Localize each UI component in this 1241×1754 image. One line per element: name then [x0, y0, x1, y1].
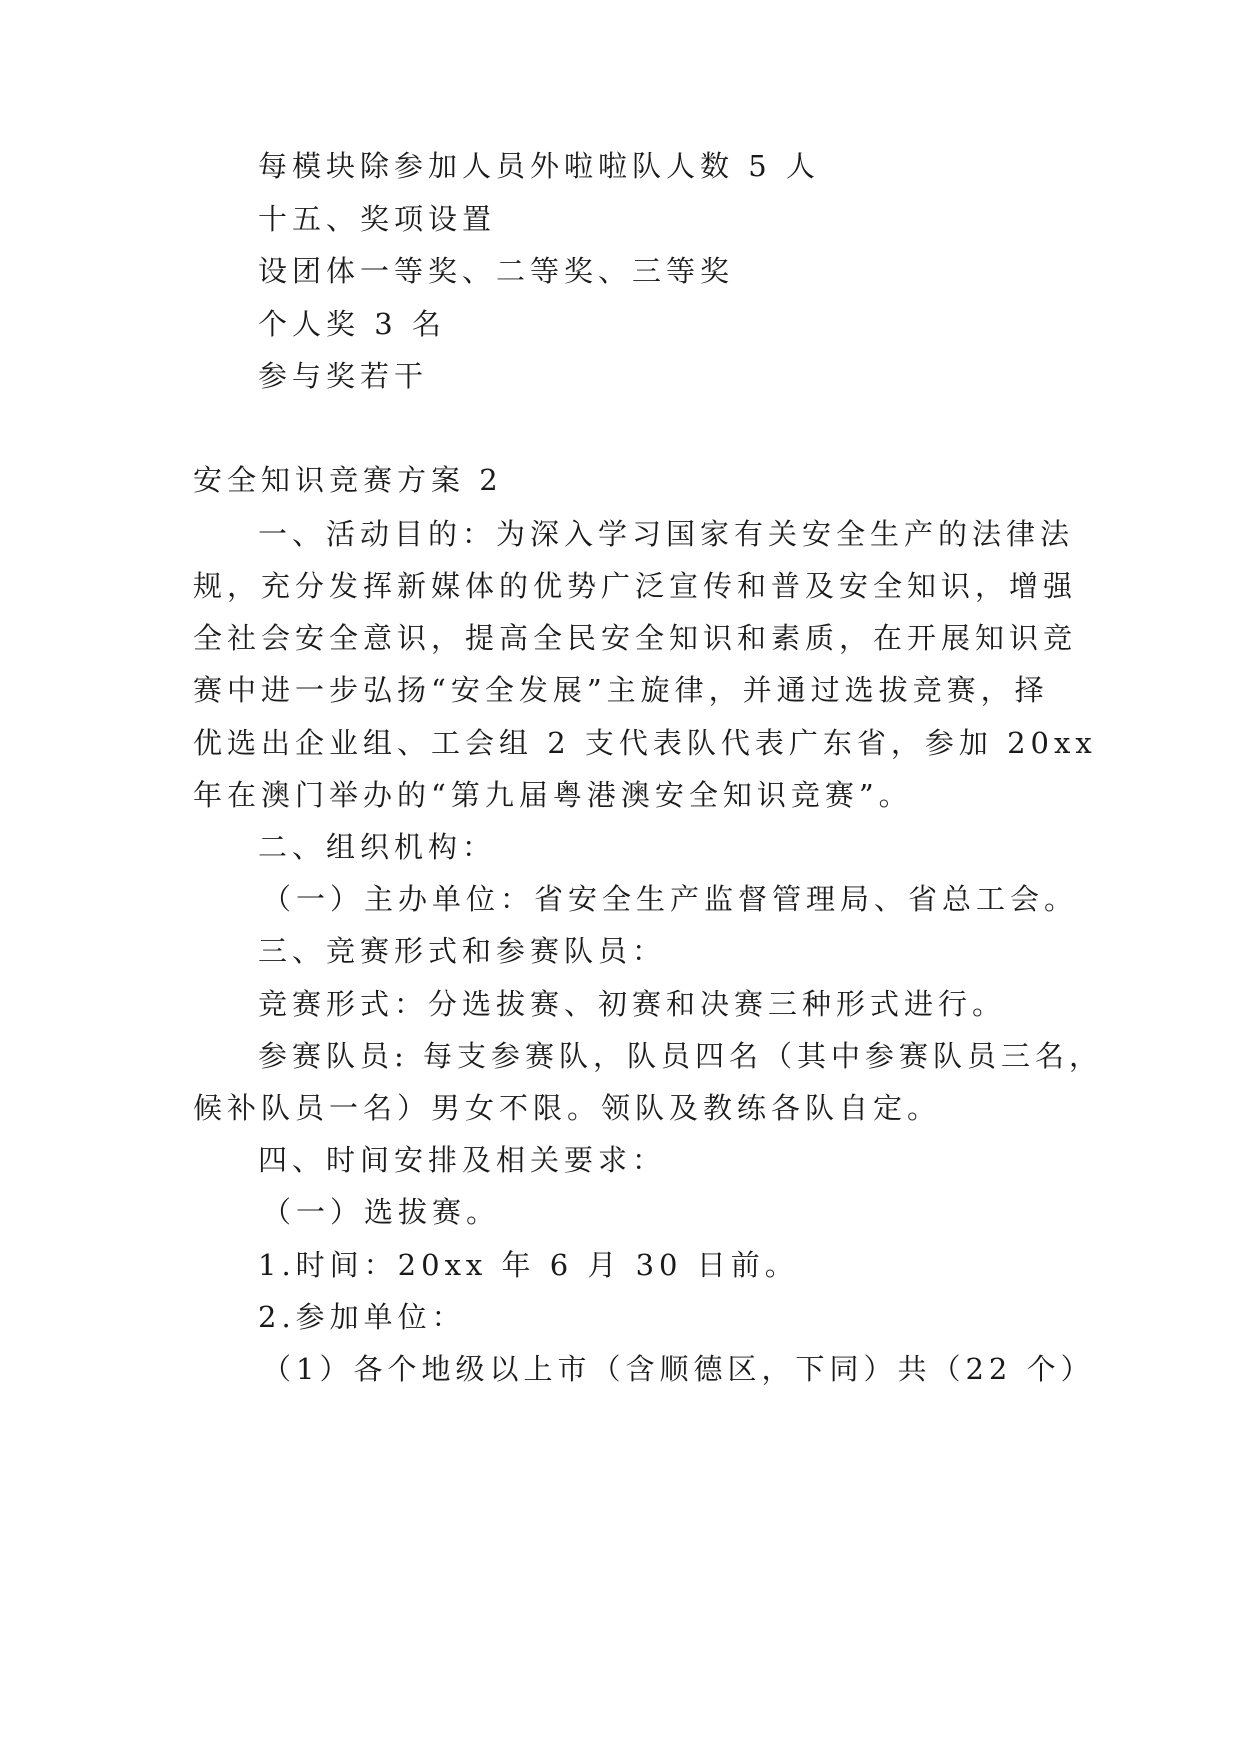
purpose-line-6: 年在澳门举办的“第九届粤港澳安全知识竞赛”。: [193, 778, 913, 812]
competition-form-line: 竞赛形式：分选拔赛、初赛和决赛三种形式进行。: [258, 987, 1007, 1021]
team-members-line-2: 候补队员一名）男女不限。领队及教练各队自定。: [193, 1091, 942, 1125]
purpose-line-5: 优选出企业组、工会组 2 支代表队代表广东省，参加 20xx: [193, 726, 1097, 760]
section-title: 安全知识竞赛方案 2: [193, 463, 503, 497]
team-awards-line: 设团体一等奖、二等奖、三等奖: [258, 254, 735, 288]
competition-form-heading: 三、竞赛形式和参赛队员：: [258, 934, 667, 968]
awards-heading: 十五、奖项设置: [258, 202, 497, 236]
purpose-line-2: 规，充分发挥新媒体的优势广泛宣传和普及安全知识，增强: [193, 569, 1078, 603]
participants-item-1: （1）各个地级以上市（含顺德区，下同）共（22 个）: [262, 1352, 1095, 1386]
cheerleader-count-line: 每模块除参加人员外啦啦队人数 5 人: [258, 149, 820, 183]
participation-awards-line: 参与奖若干: [258, 359, 429, 393]
purpose-line-1: 一、活动目的：为深入学习国家有关安全生产的法律法: [258, 517, 1075, 551]
schedule-heading: 四、时间安排及相关要求：: [258, 1143, 667, 1177]
team-members-line-1: 参赛队员: 每支参赛队，队员四名（其中参赛队员三名，: [258, 1039, 1103, 1073]
selection-round-heading: （一）选拔赛。: [262, 1195, 501, 1229]
purpose-line-4: 赛中进一步弘扬“安全发展”主旋律，并通过选拔竞赛，择: [193, 673, 1049, 707]
organization-heading: 二、组织机构：: [258, 830, 497, 864]
participants-heading: 2.参加单位：: [258, 1300, 466, 1334]
time-line: 1.时间：20xx 年 6 月 30 日前。: [258, 1248, 799, 1282]
individual-awards-line: 个人奖 3 名: [258, 307, 446, 341]
organizer-line: （一）主办单位：省安全生产监督管理局、省总工会。: [262, 882, 1079, 916]
purpose-line-3: 全社会安全意识，提高全民安全知识和素质，在开展知识竞: [193, 621, 1078, 655]
